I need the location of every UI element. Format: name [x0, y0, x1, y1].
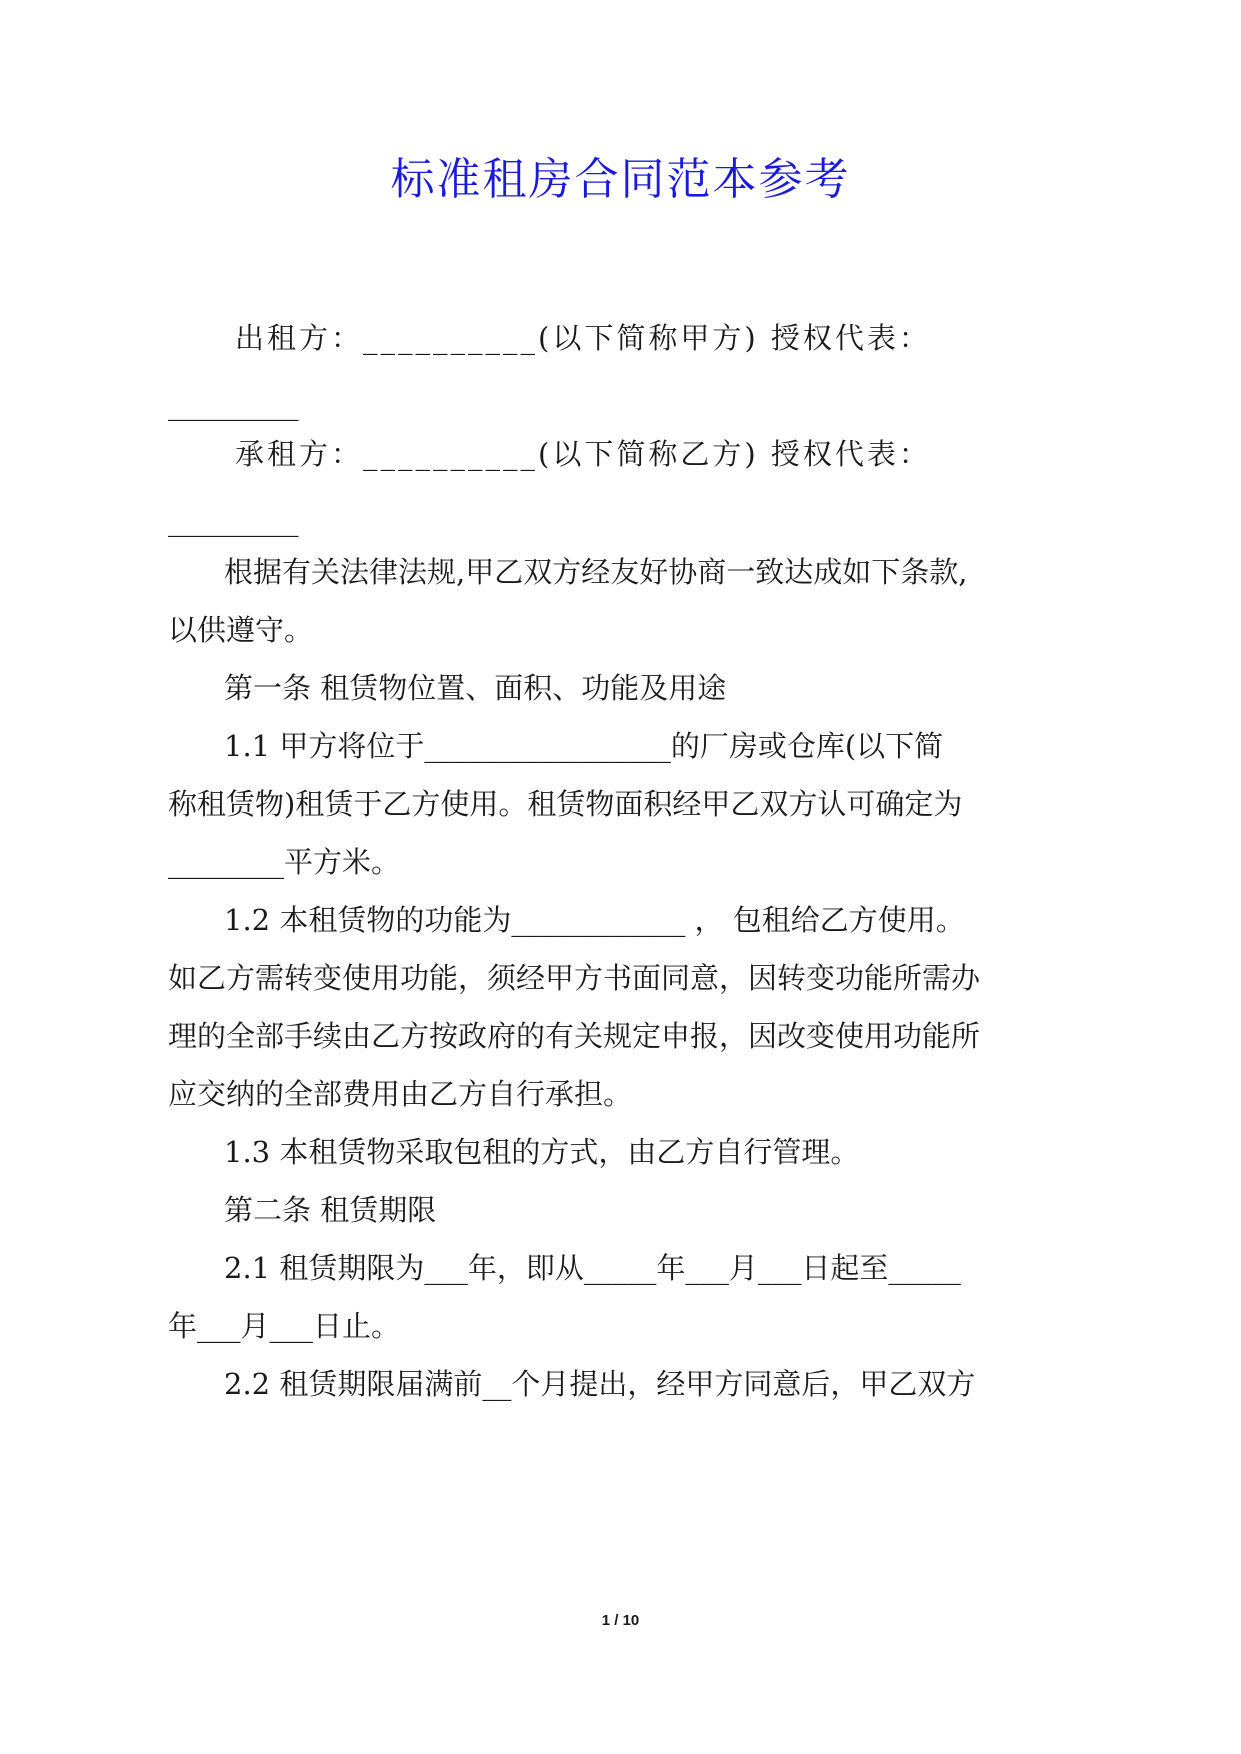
lessee-line: 承租方：__________(以下简称乙方) 授权代表：: [235, 437, 931, 471]
clause-1-1-line-2: 称租赁物)租赁于乙方使用。租赁物面积经甲乙双方认可确定为: [168, 787, 963, 821]
clause-1-2-line-3: 理的全部手续由乙方按政府的有关规定申报，因改变使用功能所: [168, 1019, 981, 1053]
lessor-representative-blank: _________: [168, 387, 299, 421]
clause-1-2-line-2: 如乙方需转变使用功能，须经甲方书面同意，因转变功能所需办: [168, 961, 981, 995]
clause-1-1-line-1: 1.1 甲方将位于_________________的厂房或仓库(以下简: [224, 729, 944, 763]
article-1-heading: 第一条 租赁物位置、面积、功能及用途: [224, 671, 727, 705]
clause-1-3: 1.3 本租赁物采取包租的方式，由乙方自行管理。: [224, 1135, 860, 1169]
clause-1-1-line-3: ________平方米。: [168, 845, 401, 879]
clause-2-1-line-2: 年___月___日止。: [168, 1309, 401, 1343]
clause-2-1-line-1: 2.1 租赁期限为___年，即从_____年___月___日起至_____: [224, 1251, 961, 1285]
document-title: 标准租房合同范本参考: [390, 154, 851, 205]
clause-1-2-line-4: 应交纳的全部费用由乙方自行承担。: [168, 1077, 633, 1111]
lessor-line: 出租方：__________(以下简称甲方) 授权代表：: [235, 321, 931, 355]
clause-1-2-line-1: 1.2 本租赁物的功能为____________ ， 包租给乙方使用。: [224, 903, 965, 937]
page-number: 1 / 10: [601, 1612, 640, 1629]
lessee-representative-blank: _________: [168, 503, 299, 537]
clause-2-2-line-1: 2.2 租赁期限届满前__个月提出，经甲方同意后，甲乙双方: [224, 1367, 976, 1401]
article-2-heading: 第二条 租赁期限: [224, 1193, 437, 1227]
intro-line-1: 根据有关法律法规,甲乙双方经友好协商一致达成如下条款,: [224, 555, 968, 589]
intro-line-2: 以供遵守。: [168, 613, 314, 647]
